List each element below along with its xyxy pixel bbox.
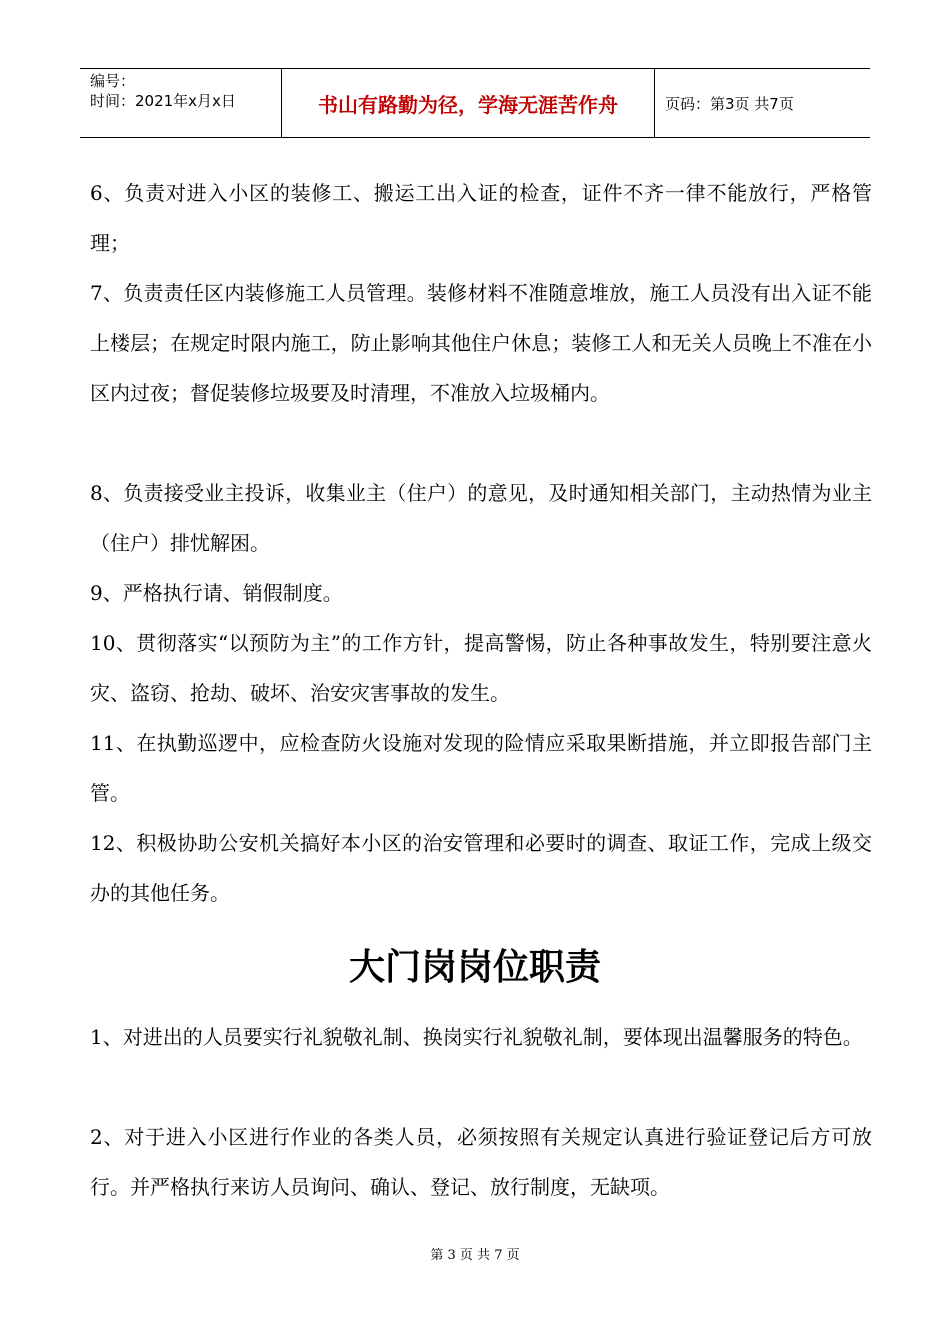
page-header (80, 68, 870, 138)
section-title: 大门岗岗位职责 (348, 947, 601, 988)
header-meta (80, 69, 282, 137)
section-paragraph-1: 1、对进出的人员要实行礼貌敬礼制、换岗实行礼貌敬礼制，要体现出温馨服务的特色。 (90, 1025, 863, 1049)
paragraph-10: 10、贯彻落实“以预防为主”的工作方针，提高警惕，防止各种事故发生，特别要注意火灾、盗窃、抢劫、破坏、治安灾害事故的发生。 (90, 631, 872, 705)
paragraph-8: 8、负责接受业主投诉，收集业主（住户）的意见，及时通知相关部门，主动热情为业主（住户）排忧解困。 (90, 481, 872, 555)
paragraph-6: 6、负责对进入小区的装修工、搬运工出入证的检查，证件不齐一律不能放行，严格管理； (90, 181, 872, 255)
number-label: 编号： (90, 72, 136, 90)
page-footer: 第 3 页 共 7 页 (430, 1248, 520, 1263)
header-motto: 书山有路勤为径，学海无涯苦作舟 (282, 69, 655, 137)
paragraph-7: 7、负责责任区内装修施工人员管理。装修材料不准随意堆放，施工人员没有出入证不能上楼层；在规定时限内施工，防止影响其他住户休息；装修工人和无关人员晚上不准在小区内过夜；督促装修垃圾要及时清理，不准放入垃圾桶内。 (90, 281, 872, 405)
date-label: 时间：2021年x月x日 (90, 92, 236, 110)
header-page-info: 页码：第3页 共7页 (665, 94, 794, 113)
section-paragraph-2: 2、对于进入小区进行作业的各类人员，必须按照有关规定认真进行验证登记后方可放行。并严格执行来访人员询问、确认、登记、放行制度，无缺项。 (90, 1125, 872, 1199)
paragraph-12: 12、积极协助公安机关搞好本小区的治安管理和必要时的调查、取证工作，完成上级交办的其他任务。 (90, 831, 872, 905)
paragraph-11: 11、在执勤巡逻中，应检查防火设施对发现的险情应采取果断措施，并立即报告部门主管。 (90, 731, 872, 805)
paragraph-9: 9、严格执行请、销假制度。 (90, 581, 343, 605)
